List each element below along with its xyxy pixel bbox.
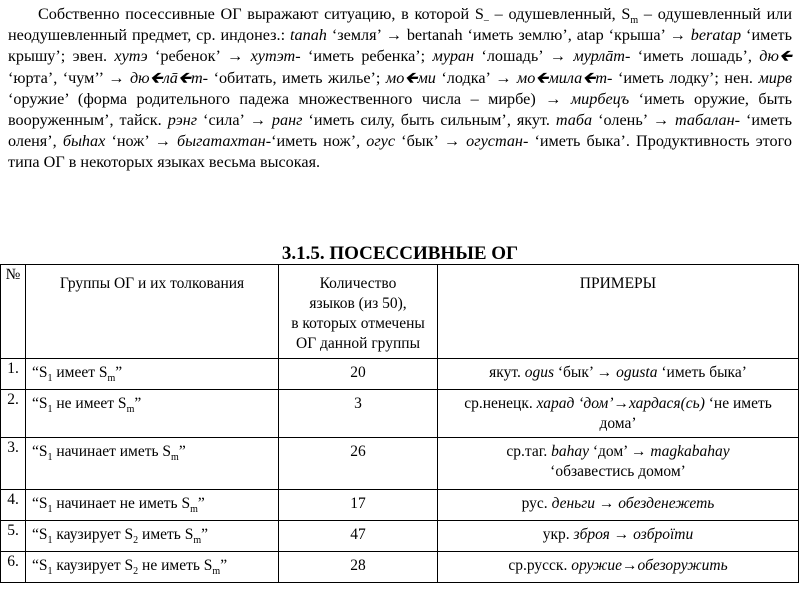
count-cell: 17 [279, 490, 438, 521]
example-cell: рус. деньги → обезденежеть [438, 490, 799, 521]
example-cell: укр. зброя → озброїти [438, 521, 799, 552]
intro-paragraph: Собственно посессивные ОГ выражают ситуацию, в которой $S_-$ – одушевленный, $S_m$ – одушевленный или неодушевленный предмет, ср. индонез.: tanah ‘земля’ → bertanah ‘иметь землю’, atap ‘крыша’ → beratap ‘иметь крышу’; эвен. хутэ ‘ребенок’ → хутэт- ‘иметь ребенка’; муран ‘лошадь’ → мурлāт- ‘иметь лошадь’, дю🡸 ‘юрта’, ‘чум’’ → дю🡸лā🡸т- ‘обитать, иметь жилье’; мо🡸ми ‘лодка’ → мо🡸мила🡸т- ‘иметь лодку’; нен. мирв ‘оружие’ (форма родительного падежа множественного числа – мирбе) → мирбецъ ‘иметь оружие, быть вооруженным’, тайск. рэнг ‘сила’ → ранг ‘иметь силу, быть сильным’, якут. таба ‘олень’ → табалан- ‘иметь оленя’, быһах ‘нож’ → быгатахтан-‘иметь нож’, огус ‘бык’ → огустан- ‘иметь быка’. Продуктивность этого типа ОГ в некоторых языках весьма высокая. [8, 5, 793, 172]
header-groups: Группы ОГ и их толкования [26, 265, 279, 359]
table-row: 6. “$S_1$ каузирует $S_2$ не иметь $S_m$” 28 ср.русск. оружие→обезоружить [1, 552, 799, 583]
header-count: Количество языков (из 50), в которых отмечены ОГ данной группы [279, 265, 438, 359]
header-num: № [1, 265, 26, 359]
table-row: 4. “$S_1$ начинает не иметь $S_m$” 17 рус. деньги → обезденежеть [1, 490, 799, 521]
count-cell: 3 [279, 390, 438, 438]
example-cell: якут. ogus ‘бык’ → ogusta ‘иметь быка’ [438, 359, 799, 390]
table-row: 3. “$S_1$ начинает иметь $S_m$” 26 ср.таг. bahay ‘дом’ → magkabahay ‘обзавестись домом’ [1, 438, 799, 490]
group-cell: “$S_1$ не имеет $S_m$” [26, 390, 279, 438]
count-cell: 28 [279, 552, 438, 583]
table-header-row [1, 265, 799, 359]
example-cell: ср.таг. bahay ‘дом’ → magkabahay ‘обзавестись домом’ [438, 438, 799, 490]
example-cell: ср.ненецк. харад ‘дом’→хардася(сь) ‘не иметь дома’ [438, 390, 799, 438]
group-cell: “$S_1$ каузирует $S_2$ иметь $S_m$” [26, 521, 279, 552]
count-cell: 20 [279, 359, 438, 390]
group-cell: “$S_1$ каузирует $S_2$ не иметь $S_m$” [26, 552, 279, 583]
header-examples: ПРИМЕРЫ [438, 265, 799, 359]
section-title: 3.1.5. ПОСЕССИВНЫЕ ОГ [281, 243, 519, 264]
group-cell: “$S_1$ начинает не иметь $S_m$” [26, 490, 279, 521]
group-cell: “$S_1$ начинает иметь $S_m$” [26, 438, 279, 490]
count-cell: 26 [279, 438, 438, 490]
example-cell: ср.русск. оружие→обезоружить [438, 552, 799, 583]
table-row: 1. “$S_1$ имеет $S_m$” 20 якут. ogus ‘бык’ → ogusta ‘иметь быка’ [1, 359, 799, 390]
table-row: 5. “$S_1$ каузирует $S_2$ иметь $S_m$” 47 укр. зброя → озброїти [1, 521, 799, 552]
group-cell: “$S_1$ имеет $S_m$” [26, 359, 279, 390]
table-row: 2. “$S_1$ не имеет $S_m$” 3 ср.ненецк. харад ‘дом’→хардася(сь) ‘не иметь дома’ [1, 390, 799, 438]
possessive-groups-table [0, 264, 799, 583]
count-cell: 47 [279, 521, 438, 552]
